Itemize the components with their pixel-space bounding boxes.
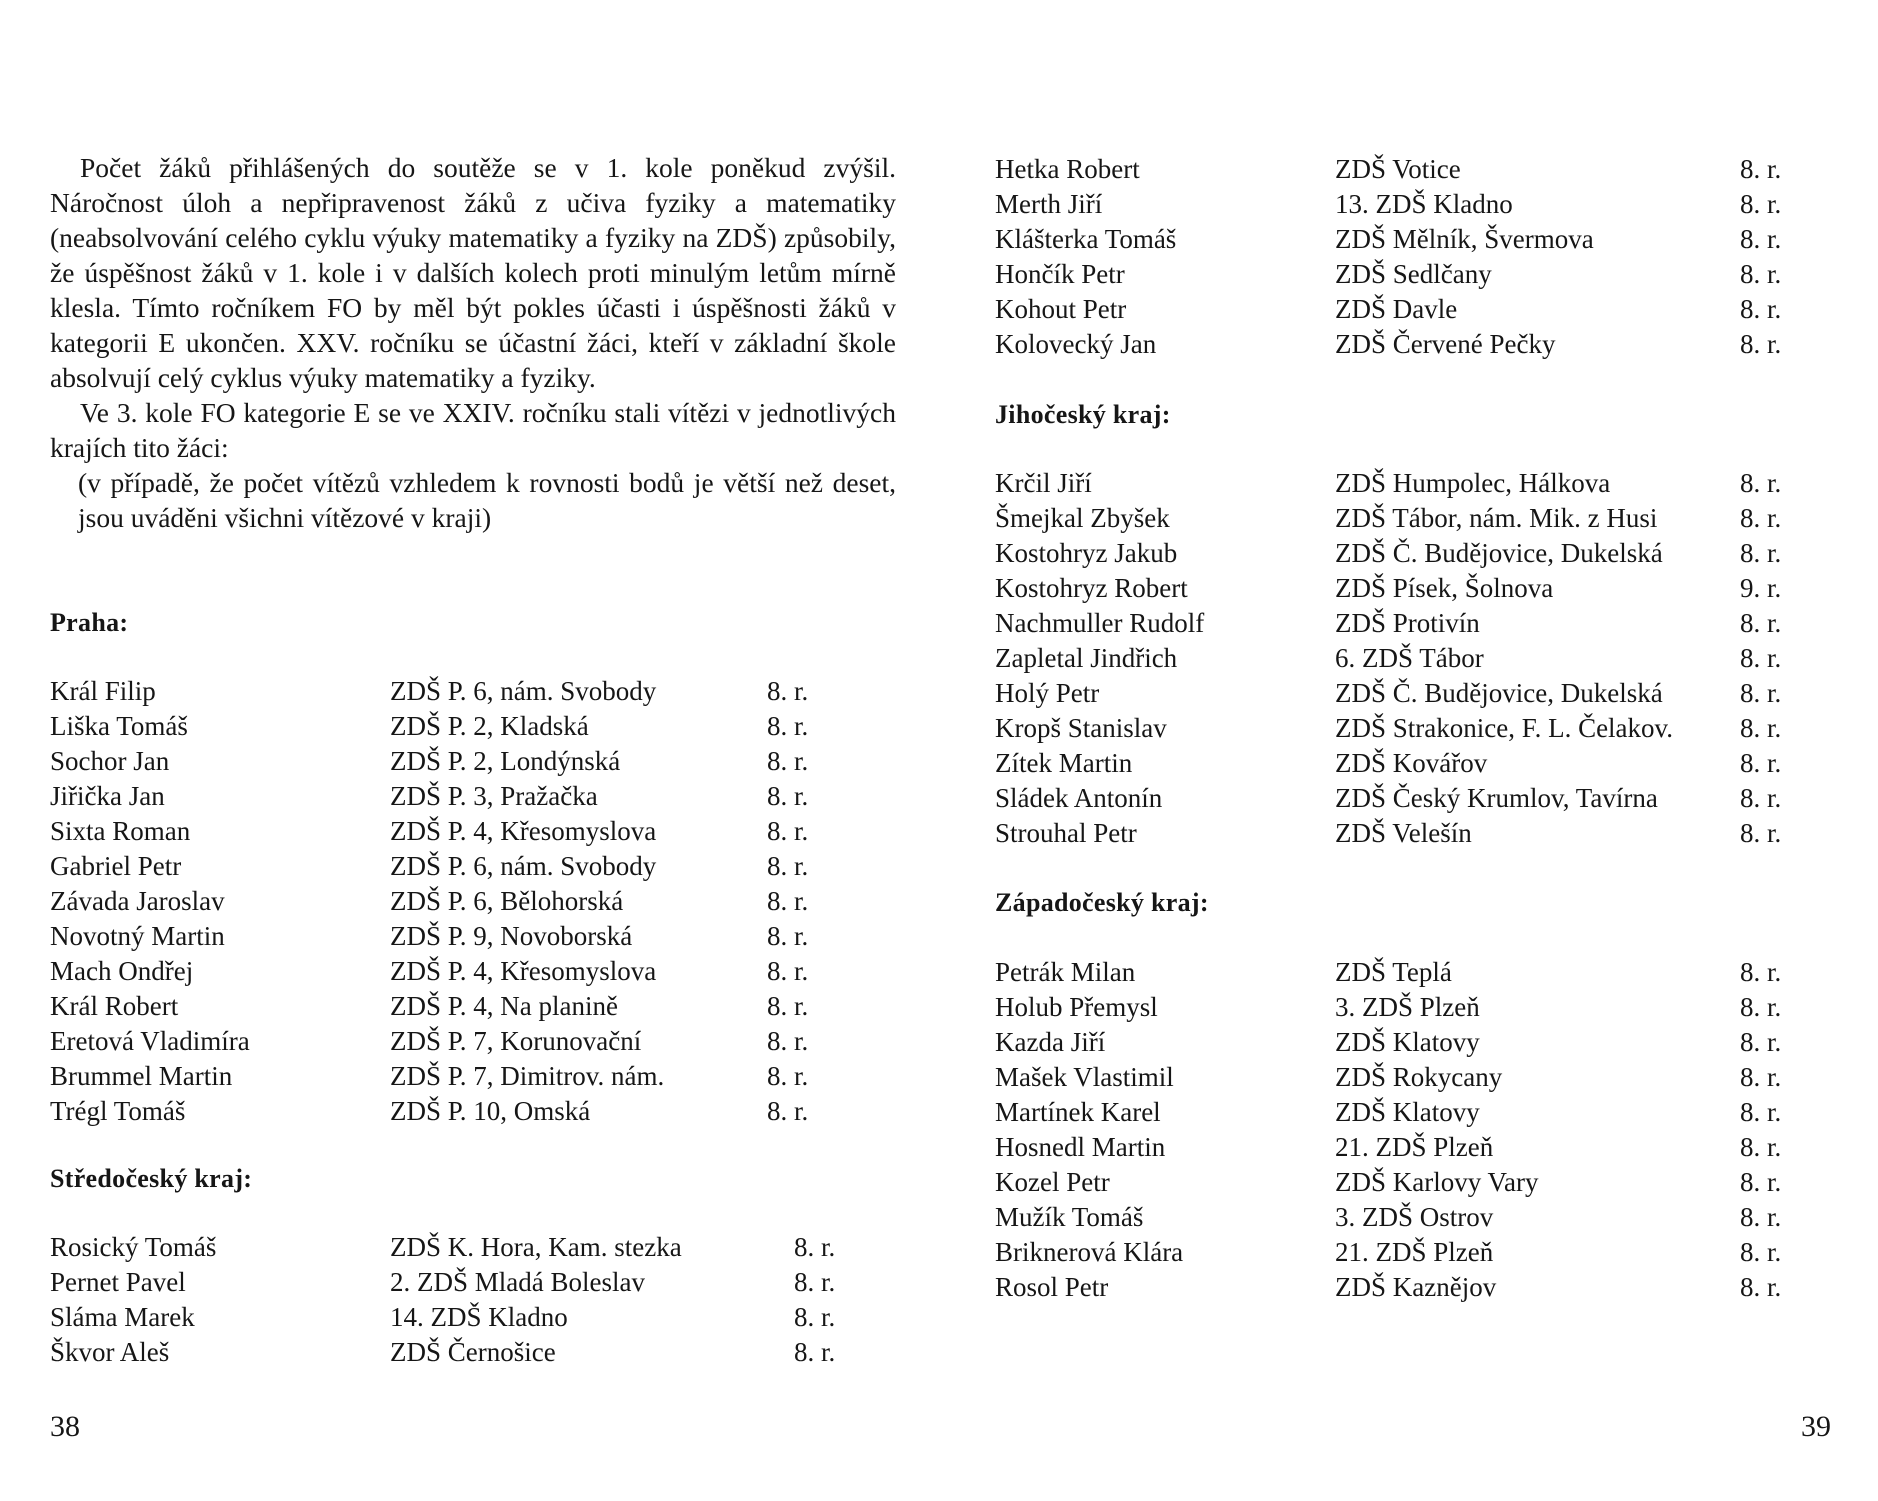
school-name: ZDŠ Davle bbox=[1335, 294, 1458, 324]
student-name: Král Robert bbox=[50, 991, 179, 1021]
school-name: ZDŠ P. 6, nám. Svobody bbox=[390, 676, 657, 706]
student-name: Martínek Karel bbox=[995, 1097, 1161, 1127]
school-name: 21. ZDŠ Plzeň bbox=[1335, 1132, 1494, 1162]
grade-value: 8. r. bbox=[767, 676, 809, 706]
grade-value: 8. r. bbox=[1740, 1167, 1782, 1197]
school-name: 2. ZDŠ Mladá Boleslav bbox=[390, 1267, 645, 1297]
grade-value: 8. r. bbox=[794, 1302, 836, 1332]
student-name: Rosický Tomáš bbox=[50, 1232, 217, 1262]
school-name: 3. ZDŠ Plzeň bbox=[1335, 992, 1480, 1022]
grade-value: 8. r. bbox=[1740, 154, 1782, 184]
student-name: Hončík Petr bbox=[995, 259, 1125, 289]
grade-value: 8. r. bbox=[1740, 468, 1782, 498]
section-heading-jihocesky: Jihočeský kraj: bbox=[995, 400, 1171, 429]
intro-text bbox=[50, 150, 896, 535]
student-name: Kohout Petr bbox=[995, 294, 1127, 324]
school-name: ZDŠ P. 3, Pražačka bbox=[390, 781, 598, 811]
school-name: 21. ZDŠ Plzeň bbox=[1335, 1237, 1494, 1267]
school-name: ZDŠ Tábor, nám. Mik. z Husi bbox=[1335, 503, 1658, 533]
intro-paragraph-2: Ve 3. kole FO kategorie E se ve XXIV. ročníku stali vítězi v jednotlivých krajích tito žáci: bbox=[50, 397, 896, 463]
grade-value: 8. r. bbox=[1740, 678, 1782, 708]
student-name: Hosnedl Martin bbox=[995, 1132, 1166, 1162]
student-name: Liška Tomáš bbox=[50, 711, 188, 741]
grade-value: 8. r. bbox=[1740, 538, 1782, 568]
grade-value: 8. r. bbox=[1740, 1237, 1782, 1267]
student-name: Trégl Tomáš bbox=[50, 1096, 186, 1126]
grade-value: 8. r. bbox=[767, 1096, 809, 1126]
student-name: Král Filip bbox=[50, 676, 156, 706]
grade-value: 8. r. bbox=[767, 886, 809, 916]
student-name: Nachmuller Rudolf bbox=[995, 608, 1205, 638]
school-name: ZDŠ Velešín bbox=[1335, 818, 1472, 848]
section-heading-stredocesky: Středočeský kraj: bbox=[50, 1164, 253, 1193]
school-name: ZDŠ Kaznějov bbox=[1335, 1272, 1497, 1302]
school-name: ZDŠ Č. Budějovice, Dukelská bbox=[1335, 538, 1663, 568]
school-name: ZDŠ Černošice bbox=[390, 1337, 556, 1367]
grade-value: 8. r. bbox=[767, 1026, 809, 1056]
school-name: ZDŠ Teplá bbox=[1335, 957, 1452, 987]
school-name: ZDŠ P. 4, Křesomyslova bbox=[390, 956, 657, 986]
grade-value: 8. r. bbox=[1740, 748, 1782, 778]
school-name: ZDŠ Český Krumlov, Tavírna bbox=[1335, 783, 1658, 813]
student-name: Škvor Aleš bbox=[50, 1337, 170, 1367]
section-heading-zapadocesky: Západočeský kraj: bbox=[995, 888, 1209, 917]
student-name: Sládek Antonín bbox=[995, 783, 1163, 813]
school-name: ZDŠ Karlovy Vary bbox=[1335, 1167, 1539, 1197]
grade-value: 8. r. bbox=[1740, 818, 1782, 848]
grade-value: 9. r. bbox=[1740, 573, 1782, 603]
grade-value: 8. r. bbox=[767, 991, 809, 1021]
grade-value: 8. r. bbox=[794, 1337, 836, 1367]
school-name: ZDŠ P. 9, Novoborská bbox=[390, 921, 633, 951]
school-name: ZDŠ K. Hora, Kam. stezka bbox=[390, 1232, 682, 1262]
grade-value: 8. r. bbox=[767, 1061, 809, 1091]
grade-value: 8. r. bbox=[1740, 608, 1782, 638]
school-name: ZDŠ P. 7, Dimitrov. nám. bbox=[390, 1061, 665, 1091]
school-name: ZDŠ Votice bbox=[1335, 154, 1461, 184]
student-name: Rosol Petr bbox=[995, 1272, 1109, 1302]
grade-value: 8. r. bbox=[1740, 957, 1782, 987]
grade-value: 8. r. bbox=[1740, 992, 1782, 1022]
student-name: Zítek Martin bbox=[995, 748, 1133, 778]
grade-value: 8. r. bbox=[767, 956, 809, 986]
grade-value: 8. r. bbox=[1740, 294, 1782, 324]
school-name: ZDŠ Písek, Šolnova bbox=[1335, 573, 1554, 603]
grade-value: 8. r. bbox=[794, 1232, 836, 1262]
student-name: Mužík Tomáš bbox=[995, 1202, 1144, 1232]
school-name: ZDŠ P. 4, Křesomyslova bbox=[390, 816, 657, 846]
grade-value: 8. r. bbox=[767, 921, 809, 951]
school-name: ZDŠ P. 4, Na planině bbox=[390, 991, 618, 1021]
student-name: Brummel Martin bbox=[50, 1061, 233, 1091]
student-name: Zapletal Jindřich bbox=[995, 643, 1178, 673]
school-name: 13. ZDŠ Kladno bbox=[1335, 189, 1513, 219]
student-name: Briknerová Klára bbox=[995, 1237, 1184, 1267]
grade-value: 8. r. bbox=[1740, 259, 1782, 289]
student-name: Gabriel Petr bbox=[50, 851, 182, 881]
school-name: 14. ZDŠ Kladno bbox=[390, 1302, 568, 1332]
grade-value: 8. r. bbox=[1740, 1272, 1782, 1302]
grade-value: 8. r. bbox=[1740, 1132, 1782, 1162]
grade-value: 8. r. bbox=[1740, 1062, 1782, 1092]
grade-value: 8. r. bbox=[1740, 1097, 1782, 1127]
school-name: ZDŠ P. 6, Bělohorská bbox=[390, 886, 624, 916]
student-name: Šmejkal Zbyšek bbox=[995, 503, 1170, 533]
student-name: Merth Jiří bbox=[995, 189, 1103, 219]
grade-value: 8. r. bbox=[767, 851, 809, 881]
student-name: Mašek Vlastimil bbox=[995, 1062, 1174, 1092]
grade-value: 8. r. bbox=[767, 781, 809, 811]
grade-value: 8. r. bbox=[767, 816, 809, 846]
right-page bbox=[939, 0, 1878, 1501]
grade-value: 8. r. bbox=[1740, 189, 1782, 219]
school-name: ZDŠ Strakonice, F. L. Čelakov. bbox=[1335, 713, 1674, 743]
student-name: Kostohryz Robert bbox=[995, 573, 1188, 603]
student-name: Mach Ondřej bbox=[50, 956, 194, 986]
grade-value: 8. r. bbox=[1740, 783, 1782, 813]
student-name: Novotný Martin bbox=[50, 921, 225, 951]
student-name: Holý Petr bbox=[995, 678, 1100, 708]
school-name: ZDŠ Protivín bbox=[1335, 608, 1480, 638]
grade-value: 8. r. bbox=[794, 1267, 836, 1297]
student-name: Krčil Jiří bbox=[995, 468, 1092, 498]
school-name: ZDŠ Červené Pečky bbox=[1335, 329, 1556, 359]
school-name: ZDŠ P. 10, Omská bbox=[390, 1096, 591, 1126]
page-number-right: 39 bbox=[1801, 1410, 1831, 1443]
school-name: ZDŠ Rokycany bbox=[1335, 1062, 1503, 1092]
student-name: Strouhal Petr bbox=[995, 818, 1137, 848]
school-name: 6. ZDŠ Tábor bbox=[1335, 643, 1484, 673]
school-name: ZDŠ Klatovy bbox=[1335, 1027, 1480, 1057]
section-heading-praha: Praha: bbox=[50, 608, 129, 637]
school-name: 3. ZDŠ Ostrov bbox=[1335, 1202, 1494, 1232]
page-number-left: 38 bbox=[50, 1410, 80, 1443]
intro-paragraph-1: Počet žáků přihlášených do soutěže se v 1. kole poněkud zvýšil. Náročnost úloh a nepřipravenost žáků z učiva fyziky a matematiky (neabsolvování celého cyklu výuky matematiky a fyziky na ZDŠ) způsobily, že úspěšnost žáků v 1. kole i v dalších kolech proti minulým letům mírně klesla. Tímto ročníkem FO by měl být pokles účasti i úspěšnosti žáků v kategorii E ukončen. XXV. ročníku se účastní žáci, kteří v základní škole absolvují celý cyklus výuky matematiky a fyziky. bbox=[50, 152, 896, 393]
student-name: Kazda Jiří bbox=[995, 1027, 1106, 1057]
grade-value: 8. r. bbox=[767, 746, 809, 776]
student-name: Kostohryz Jakub bbox=[995, 538, 1178, 568]
student-name: Kolovecký Jan bbox=[995, 329, 1157, 359]
school-name: ZDŠ Č. Budějovice, Dukelská bbox=[1335, 678, 1663, 708]
student-name: Holub Přemysl bbox=[995, 992, 1158, 1022]
grade-value: 8. r. bbox=[1740, 224, 1782, 254]
school-name: ZDŠ Klatovy bbox=[1335, 1097, 1480, 1127]
school-name: ZDŠ Humpolec, Hálkova bbox=[1335, 468, 1611, 498]
student-name: Petrák Milan bbox=[995, 957, 1136, 987]
school-name: ZDŠ P. 6, nám. Svobody bbox=[390, 851, 657, 881]
student-name: Sixta Roman bbox=[50, 816, 191, 846]
student-name: Pernet Pavel bbox=[50, 1267, 186, 1297]
grade-value: 8. r. bbox=[1740, 713, 1782, 743]
school-name: ZDŠ P. 7, Korunovační bbox=[390, 1026, 642, 1056]
student-name: Sochor Jan bbox=[50, 746, 170, 776]
grade-value: 8. r. bbox=[1740, 503, 1782, 533]
student-name: Eretová Vladimíra bbox=[50, 1026, 250, 1056]
grade-value: 8. r. bbox=[1740, 329, 1782, 359]
school-name: ZDŠ Mělník, Švermova bbox=[1335, 224, 1594, 254]
student-name: Jiřička Jan bbox=[50, 781, 165, 811]
student-name: Kozel Petr bbox=[995, 1167, 1110, 1197]
student-name: Sláma Marek bbox=[50, 1302, 195, 1332]
grade-value: 8. r. bbox=[1740, 1027, 1782, 1057]
student-name: Závada Jaroslav bbox=[50, 886, 225, 916]
grade-value: 8. r. bbox=[1740, 643, 1782, 673]
student-name: Klášterka Tomáš bbox=[995, 224, 1177, 254]
school-name: ZDŠ Sedlčany bbox=[1335, 259, 1492, 289]
school-name: ZDŠ Kovářov bbox=[1335, 748, 1488, 778]
school-name: ZDŠ P. 2, Londýnská bbox=[390, 746, 621, 776]
intro-note: (v případě, že počet vítězů vzhledem k rovnosti bodů je větší než deset, jsou uváděni všichni vítězové v kraji) bbox=[78, 467, 896, 533]
student-name: Hetka Robert bbox=[995, 154, 1140, 184]
grade-value: 8. r. bbox=[1740, 1202, 1782, 1232]
school-name: ZDŠ P. 2, Kladská bbox=[390, 711, 589, 741]
grade-value: 8. r. bbox=[767, 711, 809, 741]
student-name: Kropš Stanislav bbox=[995, 713, 1167, 743]
